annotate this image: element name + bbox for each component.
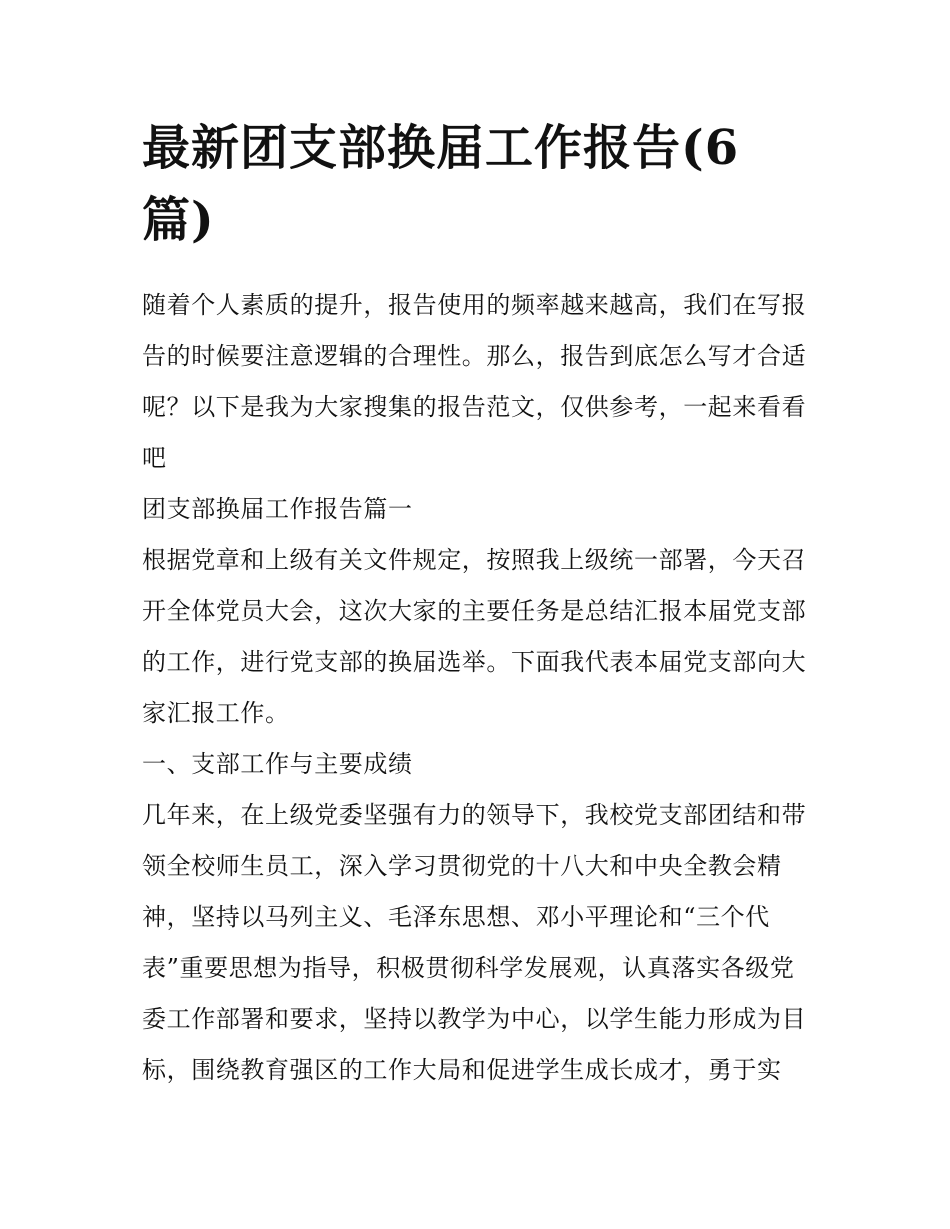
body-paragraph: 根据党章和上级有关文件规定，按照我上级统一部署，今天召开全体党员大会，这次大家的主要任务是总结汇报本届党支部的工作，进行党支部的换届选举。下面我代表本届党支部向大家汇报工作。 (142, 546, 807, 727)
intro-paragraph: 随着个人素质的提升，报告使用的频率越来越高，我们在写报告的时候要注意逻辑的合理性。那么，报告到底怎么写才合适呢？以下是我为大家搜集的报告范文，仅供参考，一起来看看吧 (142, 291, 807, 472)
body-paragraph: 几年来，在上级党委坚强有力的领导下，我校党支部团结和带领全校师生员工，深入学习贯彻党的十八大和中央全教会精神，坚持以马列主义、毛泽东思想、邓小平理论和“三个代表”重要思想为指导，积极贯彻科学发展观，认真落实各级党委工作部署和要求，坚持以教学为中心，以学生能力形成为目标，围绕教育强区的工作大局和促进学生成长成才，勇于实 (142, 801, 807, 1084)
section-heading-part-one: 团支部换届工作报告篇一 (142, 495, 413, 523)
subsection-heading: 一、支部工作与主要成绩 (142, 750, 413, 778)
document-title: 最新团支部换届工作报告(6 篇) (142, 120, 740, 248)
document-body (142, 112, 814, 1096)
